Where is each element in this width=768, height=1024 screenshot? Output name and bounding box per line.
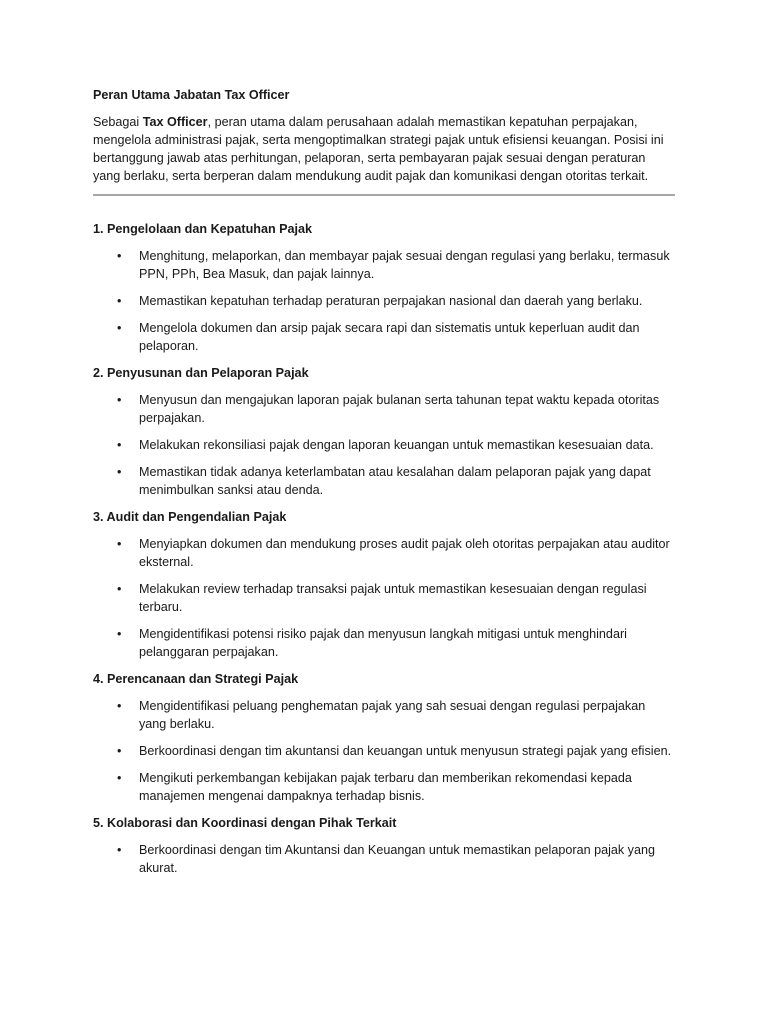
section-heading: 5. Kolaborasi dan Koordinasi dengan Pihak Terkait: [93, 816, 397, 830]
list-item-text: Melakukan rekonsiliasi pajak dengan laporan keuangan untuk memastikan kesesuaian data.: [139, 438, 654, 452]
list-item-text: Memastikan kepatuhan terhadap peraturan perpajakan nasional dan daerah yang berlaku.: [139, 294, 643, 308]
list-item-text: Menghitung, melaporkan, dan membayar pajak sesuai dengan regulasi yang berlaku, termasuk PPN, PPh, Bea Masuk, dan pajak lainnya.: [139, 249, 670, 281]
intro-rest: , peran utama dalam perusahaan adalah memastikan kepatuhan perpajakan, mengelola administrasi pajak, serta mengoptimalkan strategi pajak untuk efisiensi keuangan. Posisi ini bertanggung jawab atas perhitungan, pelaporan, serta pembayaran pajak sesuai dengan peraturan yang berlaku, serta berperan dalam mendukung audit pajak dan komunikasi dengan otoritas terkait.: [93, 115, 664, 183]
bullet-icon: •: [117, 249, 122, 263]
bullet-list: [93, 535, 675, 661]
list-item: [93, 391, 675, 427]
list-item: [93, 292, 675, 310]
list-item-text: Memastikan tidak adanya keterlambatan atau kesalahan dalam pelaporan pajak yang dapat menimbulkan sanksi atau denda.: [139, 465, 651, 497]
list-item: [93, 319, 675, 355]
list-item-text: Melakukan review terhadap transaksi pajak untuk memastikan kesesuaian dengan regulasi terbaru.: [139, 582, 647, 614]
list-item: [93, 535, 675, 571]
bullet-icon: •: [117, 582, 122, 596]
bullet-icon: •: [117, 294, 122, 308]
bullet-icon: •: [117, 321, 122, 335]
section-heading: 4. Perencanaan dan Strategi Pajak: [93, 672, 299, 686]
list-item: [93, 463, 675, 499]
list-item: [93, 742, 675, 760]
horizontal-divider: [93, 194, 675, 196]
section-heading: 1. Pengelolaan dan Kepatuhan Pajak: [93, 222, 313, 236]
list-item-text: Mengelola dokumen dan arsip pajak secara rapi dan sistematis untuk keperluan audit dan pelaporan.: [139, 321, 640, 353]
bullet-icon: •: [117, 843, 122, 857]
list-item: [93, 580, 675, 616]
bullet-icon: •: [117, 627, 122, 641]
intro-prefix: Sebagai: [93, 115, 143, 129]
bullet-list: [93, 247, 675, 355]
list-item-text: Mengidentifikasi peluang penghematan pajak yang sah sesuai dengan regulasi perpajakan yang berlaku.: [139, 699, 646, 731]
bullet-list: [93, 697, 675, 805]
bullet-icon: •: [117, 465, 122, 479]
list-item-text: Menyiapkan dokumen dan mendukung proses audit pajak oleh otoritas perpajakan atau auditor eksternal.: [139, 537, 670, 569]
list-item: [93, 247, 675, 283]
bullet-icon: •: [117, 744, 122, 758]
list-item-text: Mengidentifikasi potensi risiko pajak dan menyusun langkah mitigasi untuk menghindari pelanggaran perpajakan.: [139, 627, 627, 659]
list-item: [93, 436, 675, 454]
bullet-icon: •: [117, 699, 122, 713]
document-title: Peran Utama Jabatan Tax Officer: [93, 88, 290, 102]
list-item-text: Mengikuti perkembangan kebijakan pajak terbaru dan memberikan rekomendasi kepada manajemen mengenai dampaknya terhadap bisnis.: [139, 771, 632, 803]
bullet-icon: •: [117, 537, 122, 551]
list-item-text: Berkoordinasi dengan tim Akuntansi dan Keuangan untuk memastikan pelaporan pajak yang akurat.: [139, 843, 655, 875]
bullet-icon: •: [117, 438, 122, 452]
section-heading: 3. Audit dan Pengendalian Pajak: [93, 510, 287, 524]
list-item: [93, 625, 675, 661]
bullet-list: [93, 841, 675, 877]
bullet-list: [93, 391, 675, 499]
sections-container: [93, 220, 675, 877]
intro-bold-term: Tax Officer: [142, 115, 208, 129]
bullet-icon: •: [117, 393, 122, 407]
document-page: [93, 86, 675, 886]
section-heading: 2. Penyusunan dan Pelaporan Pajak: [93, 366, 309, 380]
list-item-text: Berkoordinasi dengan tim akuntansi dan keuangan untuk menyusun strategi pajak yang efisien.: [139, 744, 672, 758]
list-item-text: Menyusun dan mengajukan laporan pajak bulanan serta tahunan tepat waktu kepada otoritas perpajakan.: [139, 393, 660, 425]
intro-paragraph: [93, 113, 675, 185]
bullet-icon: •: [117, 771, 122, 785]
list-item: [93, 697, 675, 733]
list-item: [93, 841, 675, 877]
list-item: [93, 769, 675, 805]
